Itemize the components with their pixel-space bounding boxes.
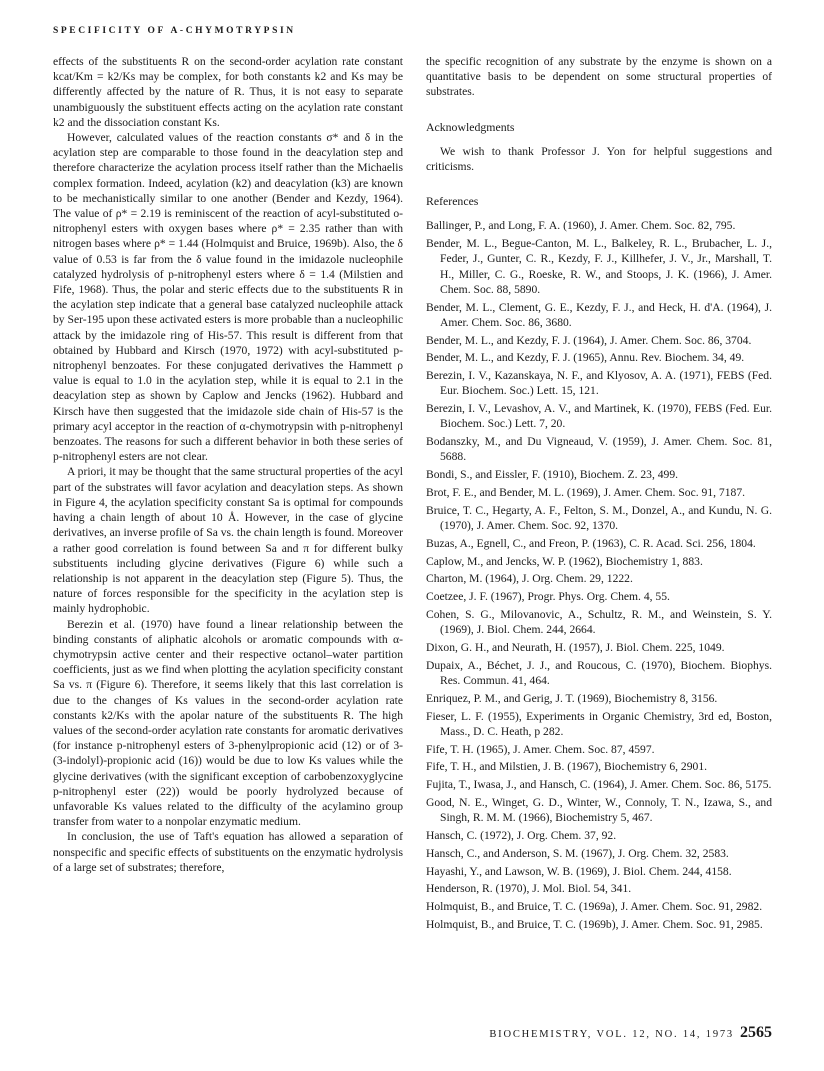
reference-item: Bender, M. L., Clement, G. E., Kezdy, F. J., and Heck, H. d'A. (1964), J. Amer. Chem. Soc. 86, 3680. xyxy=(426,300,772,329)
reference-item: Enriquez, P. M., and Gerig, J. T. (1969), Biochemistry 8, 3156. xyxy=(426,691,718,705)
body-paragraph: However, calculated values of the reaction constants σ* and δ in the acylation step are comparable to those found in the deacylation step and therefore characterize the acylation process itself rather than the Michaelis complex formation. Indeed, acylation (k2) and deacylation (k3) are known to be mechanistically similar to one another (Bender and Kezdy, 1964). The value of ρ* = 2.19 is reminiscent of the reaction of acyl-substituted o-nitrophenyl esters with oxygen bases where ρ* = 2.35 rather than with nitrogen bases where ρ* = 1.44 (Holmquist and Bruice, 1969b). Also, the δ value of 0.53 is far from the δ value found in the imidazole nucleophile catalyzed hydrolysis of p-nitrophenyl esters where δ = 1.4 (Milstien and Fife, 1968). Thus, the polar and steric effects due to the substituents R in the acylation step indicate that a general base catalyzed nucleophile attack by Ser-195 upon these activated esters is more probable than a nucleophilic attack by the imidazole ring of His-57. This result is different from that obtained by Hubbard and Kirsch (1970, 1972) with acyl-substituted p-nitrophenyl benzoates. For these conjugated derivatives the Hammett ρ value is equal to 1.0 in the acylation step, while it is equal to 2.1 in the deacylation step as shown by Caplow and Jencks (1962). Hubbard and Kirsch have then suggested that the imidazole side chain of His-57 is the primary acyl acceptor in the reaction of α-chymotrypsin with p-nitrophenyl benzoates. The reasons for such a different behavior in both these series of p-nitrophenyl esters are not clear. xyxy=(53,131,403,464)
right-column xyxy=(426,54,772,935)
acknowledgments-text: We wish to thank Professor J. Yon for helpful suggestions and criticisms. xyxy=(426,144,772,174)
reference-item: Buzas, A., Egnell, C., and Freon, P. (1963), C. R. Acad. Sci. 256, 1804. xyxy=(426,536,756,550)
reference-item: Dupaix, A., Béchet, J. J., and Roucous, C. (1970), Biochem. Biophys. Res. Commun. 41, 464. xyxy=(426,658,772,687)
reference-item: Ballinger, P., and Long, F. A. (1960), J. Amer. Chem. Soc. 82, 795. xyxy=(426,219,736,233)
acknowledgments-heading: Acknowledgments xyxy=(426,119,515,134)
body-paragraph: Berezin et al. (1970) have found a linear relationship between the binding constants of aliphatic alcohols or aromatic compounds with α-chymotrypsin active center and their respective octanol–water partition coefficients, just as we find when plotting the acylation specificity constant Sa vs. π (Figure 6). Therefore, it seems likely that this last correlation is due to the changes of Ks values in the second-order acylation rate constants k2/Ks with the apolar nature of the substituents R. The high values of the second-order acylation rate constants for aromatic derivatives (for instance p-nitrophenyl esters of 3-phenylpropionic acid (12) or of 3-(3-indolyl)-propionic acid (16)) would be due to low Ks values while the glycine derivatives (with the significant exception of carbobenzoxyglycine p-nitrophenyl ester (22)) would be poorly hydrolyzed because of unfavorable Ks values related to the difficulty of the acylamino group transfer from water to a nonpolar enzymatic medium. xyxy=(53,617,403,829)
reference-item: Bender, M. L., and Kezdy, F. J. (1965), Annu. Rev. Biochem. 34, 49. xyxy=(426,351,745,365)
reference-item: Berezin, I. V., Levashov, A. V., and Martinek, K. (1970), FEBS (Fed. Eur. Biochem. Soc.) Lett. 7, 20. xyxy=(426,402,772,431)
reference-item: Fujita, T., Iwasa, J., and Hansch, C. (1964), J. Amer. Chem. Soc. 86, 5175. xyxy=(426,778,772,792)
journal-citation: BIOCHEMISTRY, VOL. 12, NO. 14, 1973 xyxy=(489,1029,734,1040)
body-paragraph: A priori, it may be thought that the same structural properties of the acyl part of the substrates will favor acylation and deacylation steps. As shown in Figure 4, the acylation specificity constant Sa is optimal for compounds having a chain length of about 10 Å. However, in the case of glycine derivatives, an inverse profile of Sa vs. the chain length is found. Moreover a rather good correlation is found between Sa and π for different bulky substituents including glycine derivatives (Figure 6) while such a relationship is not apparent in the deacylation step (Figure 5). Thus, the nature of forces responsible for the specificity in the acylation step is mainly hydrophobic. xyxy=(53,465,403,616)
reference-item: Dixon, G. H., and Neurath, H. (1957), J. Biol. Chem. 225, 1049. xyxy=(426,641,725,654)
body-paragraph: effects of the substituents R on the second-order acylation rate constant kcat/Km = k2/Ks may be complex, for both constants k2 and Ks may be differently affected by the nature of R. Thus, it is not easy to separate unambiguously the substituent effects acting on the acylation rate constant k2 and the dissociation constant Ks. xyxy=(53,55,403,129)
reference-item: Coetzee, J. F. (1967), Progr. Phys. Org. Chem. 4, 55. xyxy=(426,590,670,604)
reference-item: Bondi, S., and Eissler, F. (1910), Biochem. Z. 23, 499. xyxy=(426,468,679,482)
reference-item: Cohen, S. G., Milovanovic, A., Schultz, R. M., and Weinstein, S. Y. (1969), J. Biol. Chem. 244, 2664. xyxy=(426,608,772,637)
references-heading: References xyxy=(426,194,479,209)
reference-item: Hayashi, Y., and Lawson, W. B. (1969), J. Biol. Chem. 244, 4158. xyxy=(426,864,732,878)
reference-item: Bender, M. L., Begue-Canton, M. L., Balkeley, R. L., Brubacher, L. J., Feder, J., Gunter, C. R., Kezdy, F. J., Killhefer, J. V., Jr., Marshall, T. H., Miller, C. G., Roeske, R. W., and Stoops, J. K. (1966), J. Amer. Chem. Soc. 88, 5890. xyxy=(426,237,772,296)
reference-item: Holmquist, B., and Bruice, T. C. (1969a), J. Amer. Chem. Soc. 91, 2982. xyxy=(426,900,763,914)
reference-item: Fife, T. H., and Milstien, J. B. (1967), Biochemistry 6, 2901. xyxy=(426,760,708,774)
reference-item: Bodanszky, M., and Du Vigneaud, V. (1959), J. Amer. Chem. Soc. 81, 5688. xyxy=(426,435,772,464)
reference-item: Charton, M. (1964), J. Org. Chem. 29, 1222. xyxy=(426,572,633,586)
reference-item: Hansch, C., and Anderson, S. M. (1967), J. Org. Chem. 32, 2583. xyxy=(426,846,729,860)
reference-item: Henderson, R. (1970), J. Mol. Biol. 54, 341. xyxy=(426,882,632,896)
reference-item: Hansch, C. (1972), J. Org. Chem. 37, 92. xyxy=(426,828,617,842)
reference-item: Fife, T. H. (1965), J. Amer. Chem. Soc. 87, 4597. xyxy=(426,742,655,756)
reference-list xyxy=(426,218,772,932)
running-head: SPECIFICITY OF Α-CHYMOTRYPSIN xyxy=(53,26,296,36)
page-footer xyxy=(489,1024,772,1042)
reference-item: Caplow, M., and Jencks, W. P. (1962), Biochemistry 1, 883. xyxy=(426,554,703,568)
body-paragraph: In conclusion, the use of Taft's equation has allowed a separation of nonspecific and specific effects of substituents on the enzymatic hydrolysis of a large set of substrates; therefore, xyxy=(53,830,403,874)
reference-item: Brot, F. E., and Bender, M. L. (1969), J. Amer. Chem. Soc. 91, 7187. xyxy=(426,486,746,500)
reference-item: Good, N. E., Winget, G. D., Winter, W., Connoly, T. N., Izawa, S., and Singh, R. M. M. (1966), Biochemistry 5, 467. xyxy=(426,795,772,825)
reference-item: Holmquist, B., and Bruice, T. C. (1969b), J. Amer. Chem. Soc. 91, 2985. xyxy=(426,917,763,931)
reference-item: Fieser, L. F. (1955), Experiments in Organic Chemistry, 3rd ed, Boston, Mass., D. C. Heath, p 282. xyxy=(426,709,772,738)
reference-item: Bender, M. L., and Kezdy, F. J. (1964), J. Amer. Chem. Soc. 86, 3704. xyxy=(426,333,752,347)
intro-paragraph: the specific recognition of any substrate by the enzyme is shown on a quantitative basis to be dependent on some structural properties of substrates. xyxy=(426,55,772,99)
reference-item: Berezin, I. V., Kazanskaya, N. F., and Klyosov, A. A. (1971), FEBS (Fed. Eur. Biochem. Soc.) Lett. 15, 121. xyxy=(426,369,772,398)
left-column xyxy=(53,54,403,875)
page-number: 2565 xyxy=(740,1024,772,1041)
reference-item: Bruice, T. C., Hegarty, A. F., Felton, S. M., Donzel, A., and Kundu, N. G. (1970), J. Amer. Chem. Soc. 92, 1370. xyxy=(426,503,772,533)
